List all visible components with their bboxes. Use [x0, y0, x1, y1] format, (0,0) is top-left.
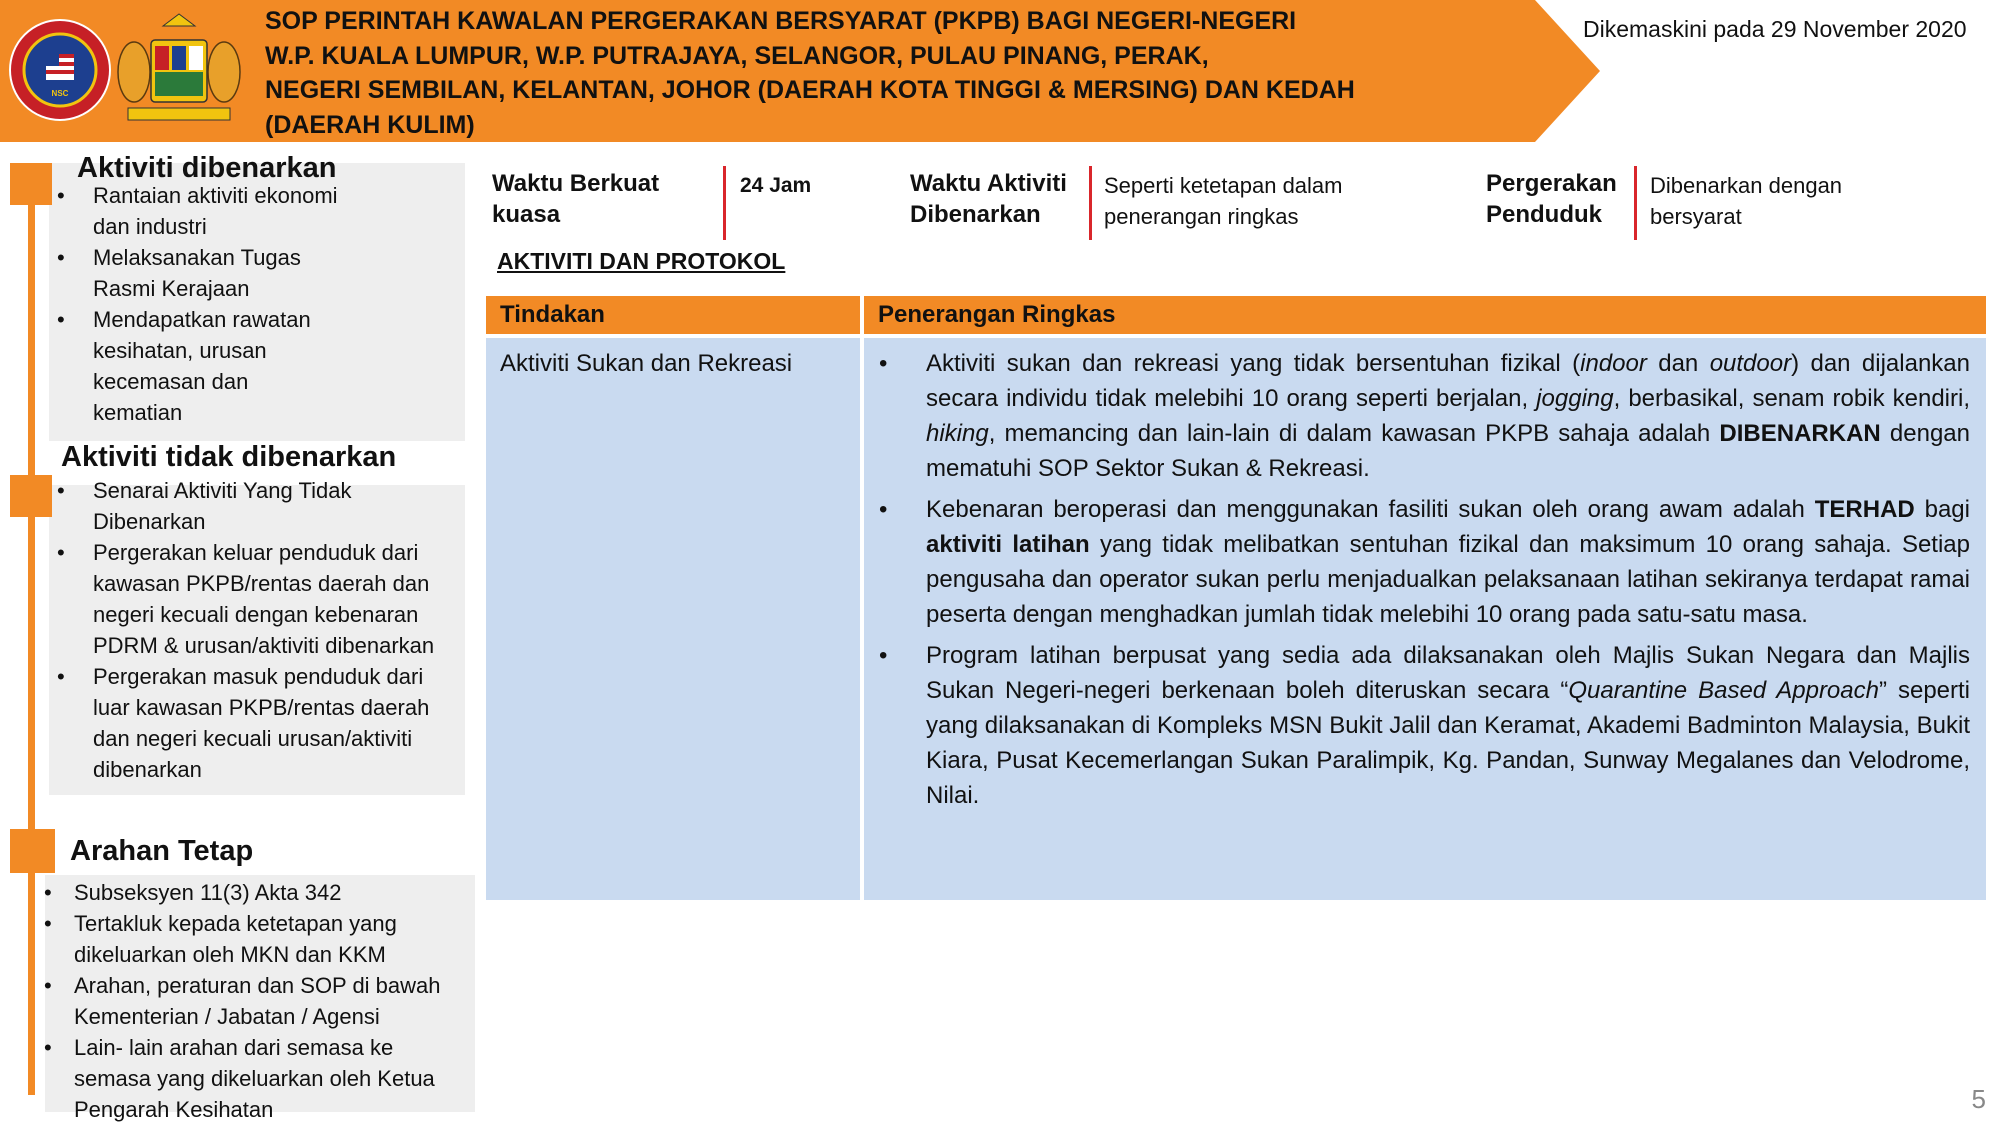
allowed-list — [49, 180, 339, 428]
not-allowed-title: Aktiviti tidak dibenarkan — [61, 441, 397, 473]
activity-time-value: Seperti ketetapan dalam penerangan ringkas — [1104, 173, 1343, 229]
title-line: (DAERAH KULIM) — [265, 110, 475, 139]
timeline-marker — [10, 163, 52, 205]
list-item: • Melaksanakan Tugas Rasmi Kerajaan — [49, 242, 339, 304]
table-cell-description — [864, 338, 1986, 900]
movement-label: Pergerakan Penduduk — [1486, 170, 1617, 228]
effective-label: Waktu Berkuat kuasa — [492, 170, 660, 228]
list-item: • Subseksyen 11(3) Akta 342 — [44, 877, 474, 908]
table-header-description: Penerangan Ringkas — [864, 296, 1986, 334]
activity-time-label: Waktu Aktiviti Dibenarkan — [910, 170, 1067, 228]
list-item: • Mendapatkan rawatan kesihatan, urusan kecemasan dan kematian — [49, 304, 339, 428]
list-item: • Kebenaran beroperasi dan menggunakan fasiliti sukan oleh orang awam adalah TERHAD bagi aktiviti latihan yang tidak melibatkan sentuhan fizikal dan maksimum 10 orang sahaja. Setiap pengusaha dan operator sukan perlu menjadualkan pelaksanaan latihan sekiranya terdapat ramai peserta dengan menghadkan jumlah tidak melebihi 10 orang pada satu-satu masa. — [876, 492, 1970, 632]
list-item: • Rantaian aktiviti ekonomi dan industri — [49, 180, 339, 242]
list-item: • Senarai Aktiviti Yang Tidak Dibenarkan — [49, 475, 459, 537]
description-list — [864, 338, 1986, 813]
list-item: • Pergerakan keluar penduduk dari kawasan PKPB/rentas daerah dan negeri kecuali dengan kebenaran PDRM & urusan/aktiviti dibenarkan — [49, 537, 459, 661]
list-item: • Program latihan berpusat yang sedia ada dilaksanakan oleh Majlis Sukan Negara dan Majlis Sukan Negeri-negeri berkenaan boleh diteruskan secara “Quarantine Based Approach” seperti yang dilaksanakan di Kompleks MSN Bukit Jalil dan Keramat, Akademi Badminton Malaysia, Bukit Kiara, Pusat Kecemerlangan Sukan Paralimpik, Kg. Pandan, Sunway Megalanes dan Velodrome, Nilai. — [876, 638, 1970, 813]
directives-list — [44, 877, 474, 1125]
nsc-logo-icon — [8, 10, 253, 130]
logos — [8, 10, 253, 130]
table-cell-action — [486, 338, 860, 900]
section-heading: AKTIVITI DAN PROTOKOL — [497, 248, 786, 274]
info-divider — [1634, 166, 1637, 240]
info-divider — [1089, 166, 1092, 240]
table-header-action: Tindakan — [486, 296, 860, 334]
list-item: • Arahan, peraturan dan SOP di bawah Kementerian / Jabatan / Agensi — [44, 970, 474, 1032]
directives-title: Arahan Tetap — [70, 835, 254, 867]
effective-value: 24 Jam — [740, 174, 812, 197]
svg-text:NSC: NSC — [51, 89, 69, 98]
timeline-line — [28, 172, 35, 1095]
allowed-title: Aktiviti dibenarkan — [77, 152, 337, 184]
title-line: W.P. KUALA LUMPUR, W.P. PUTRAJAYA, SELANGOR, PULAU PINANG, PERAK, — [265, 41, 1209, 70]
title-line: SOP PERINTAH KAWALAN PERGERAKAN BERSYARAT (PKPB) BAGI NEGERI-NEGERI — [265, 7, 1297, 35]
page-number: 5 — [1971, 1084, 1986, 1114]
list-item: • Aktiviti sukan dan rekreasi yang tidak bersentuhan fizikal (indoor dan outdoor) dan dijalankan secara individu tidak melebihi 10 orang seperti berjalan, jogging, berbasikal, senam robik kendiri, hiking, memancing dan lain-lain di dalam kawasan PKPB sahaja adalah DIBENARKAN dengan mematuhi SOP Sektor Sukan & Rekreasi. — [876, 346, 1970, 486]
action-text: Aktiviti Sukan dan Rekreasi — [500, 350, 793, 377]
timeline-marker — [10, 829, 55, 873]
title-line: NEGERI SEMBILAN, KELANTAN, JOHOR (DAERAH KOTA TINGGI & MERSING) DAN KEDAH — [265, 76, 1355, 104]
last-updated: Dikemaskini pada 29 November 2020 — [1583, 16, 1967, 42]
list-item: • Pergerakan masuk penduduk dari luar kawasan PKPB/rentas daerah dan negeri kecuali urusan/aktiviti dibenarkan — [49, 661, 459, 785]
timeline-marker — [10, 475, 52, 517]
page-title — [265, 4, 1585, 142]
list-item: • Lain- lain arahan dari semasa ke semasa yang dikeluarkan oleh Ketua Pengarah Kesihatan — [44, 1032, 474, 1125]
not-allowed-list — [49, 475, 459, 785]
coat-of-arms-icon — [118, 14, 240, 120]
list-item: • Tertakluk kepada ketetapan yang dikeluarkan oleh MKN dan KKM — [44, 908, 474, 970]
info-divider — [723, 166, 726, 240]
movement-value: Dibenarkan dengan bersyarat — [1650, 173, 1843, 229]
